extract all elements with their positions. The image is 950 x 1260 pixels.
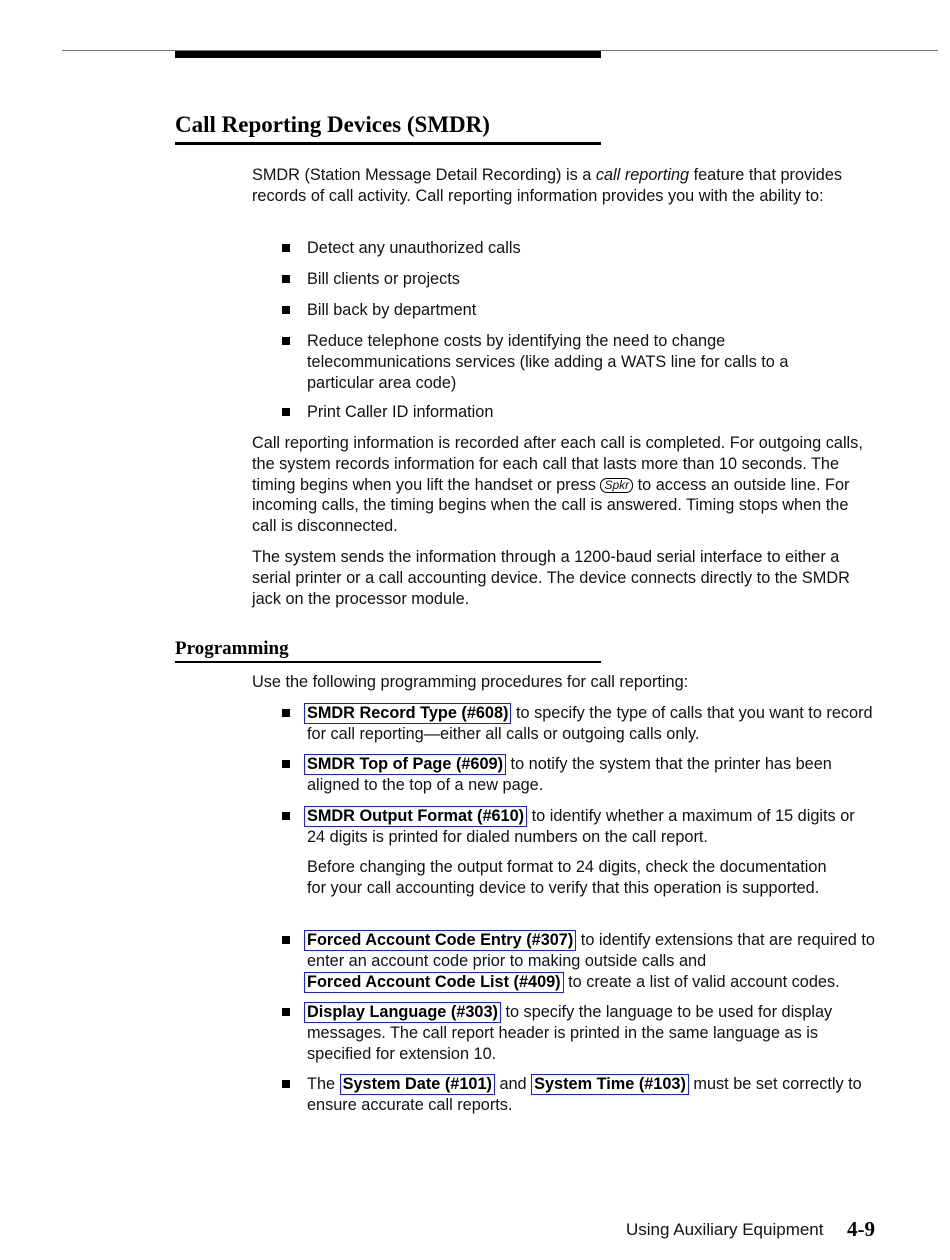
spkr-key-icon: Spkr bbox=[600, 478, 633, 493]
intro-emphasis: call reporting bbox=[595, 166, 690, 184]
programming-item-2 bbox=[307, 754, 877, 796]
page-title: Call Reporting Devices (SMDR) bbox=[175, 111, 601, 145]
interface-paragraph: The system sends the information through a 1200-baud serial interface to either a serial printer or a call accounting device. The device connects directly to the SMDR jack on the processor module. bbox=[252, 548, 850, 608]
bullet-icon bbox=[282, 337, 290, 345]
bullet-icon bbox=[282, 709, 290, 717]
page-number: 4-9 bbox=[847, 1217, 875, 1241]
benefit-item-4: Reduce telephone costs by identifying the need to change telecommunications services (like adding a WATS line for calls to a particular area code) bbox=[307, 332, 789, 392]
programming-item-text: The bbox=[307, 1075, 340, 1093]
bullet-icon bbox=[282, 1080, 290, 1088]
programming-item-1 bbox=[307, 703, 877, 745]
programming-item-text: and bbox=[494, 1075, 532, 1093]
benefit-item-3: Bill back by department bbox=[307, 301, 477, 319]
bullet-icon bbox=[282, 1008, 290, 1016]
timing-text-2: to access an outside line. For incoming calls, the timing begins when the call is answered. Timing stops when the call is disconnected. bbox=[252, 475, 850, 536]
link-smdr-top-of-page[interactable]: SMDR Top of Page (#609) bbox=[304, 754, 506, 775]
programming-item-text: to identify extensions that are required to enter an account code prior to making outside calls and bbox=[307, 931, 875, 970]
benefit-item-5: Print Caller ID information bbox=[307, 403, 494, 421]
timing-text-1: Call reporting information is recorded after each call is completed. For outgoing calls, the system records information for each call that lasts more than 10 seconds. The timing begins when you lift the handset or press bbox=[252, 434, 863, 494]
bullet-icon bbox=[282, 936, 290, 944]
bullet-icon bbox=[282, 306, 290, 314]
link-system-date[interactable]: System Date (#101) bbox=[340, 1074, 495, 1095]
benefit-item-1: Detect any unauthorized calls bbox=[307, 239, 521, 257]
programming-item-text: to specify the type of calls that you want to record for call reporting—either all calls or outgoing calls only. bbox=[307, 704, 873, 743]
programming-item-3 bbox=[307, 806, 877, 848]
timing-paragraph bbox=[252, 433, 876, 537]
programming-item-text: must be set correctly to ensure accurate call reports. bbox=[307, 1075, 862, 1114]
programming-item-text: to create a list of valid account codes. bbox=[563, 972, 840, 991]
programming-item-text: to identify whether a maximum of 15 digits or 24 digits is printed for dialed numbers on the call report. bbox=[307, 807, 855, 846]
intro-text-1: SMDR (Station Message Detail Recording) is a bbox=[252, 166, 596, 184]
bullet-icon bbox=[282, 760, 290, 768]
bullet-icon bbox=[282, 812, 290, 820]
programming-item-4 bbox=[307, 930, 877, 993]
programming-intro: Use the following programming procedures for call reporting: bbox=[252, 673, 689, 691]
programming-item-6 bbox=[307, 1074, 877, 1116]
programming-item-5 bbox=[307, 1002, 877, 1065]
bullet-icon bbox=[282, 408, 290, 416]
intro-paragraph bbox=[252, 165, 876, 207]
output-format-note: Before changing the output format to 24 digits, check the documentation for your call accounting device to verify that this operation is supported. bbox=[307, 858, 827, 897]
bullet-icon bbox=[282, 244, 290, 252]
link-smdr-record-type[interactable]: SMDR Record Type (#608) bbox=[304, 703, 511, 724]
link-display-language[interactable]: Display Language (#303) bbox=[304, 1002, 501, 1023]
section-heading-programming: Programming bbox=[175, 637, 601, 663]
header-rule-thick bbox=[175, 51, 601, 58]
link-forced-account-code-list[interactable]: Forced Account Code List (#409) bbox=[304, 972, 564, 993]
benefit-item-2: Bill clients or projects bbox=[307, 270, 460, 288]
intro-text-2: feature that provides records of call activity. Call reporting information provides you with the ability to: bbox=[252, 166, 843, 205]
link-smdr-output-format[interactable]: SMDR Output Format (#610) bbox=[304, 806, 527, 827]
link-system-time[interactable]: System Time (#103) bbox=[531, 1074, 689, 1095]
footer-section-title: Using Auxiliary Equipment bbox=[626, 1220, 824, 1239]
link-forced-account-code-entry[interactable]: Forced Account Code Entry (#307) bbox=[304, 930, 576, 951]
programming-item-text: to notify the system that the printer has been aligned to the top of a new page. bbox=[307, 755, 832, 794]
programming-item-text: to specify the language to be used for display messages. The call report header is printed in the same language as is specified for extension 10. bbox=[307, 1003, 833, 1063]
bullet-icon bbox=[282, 275, 290, 283]
